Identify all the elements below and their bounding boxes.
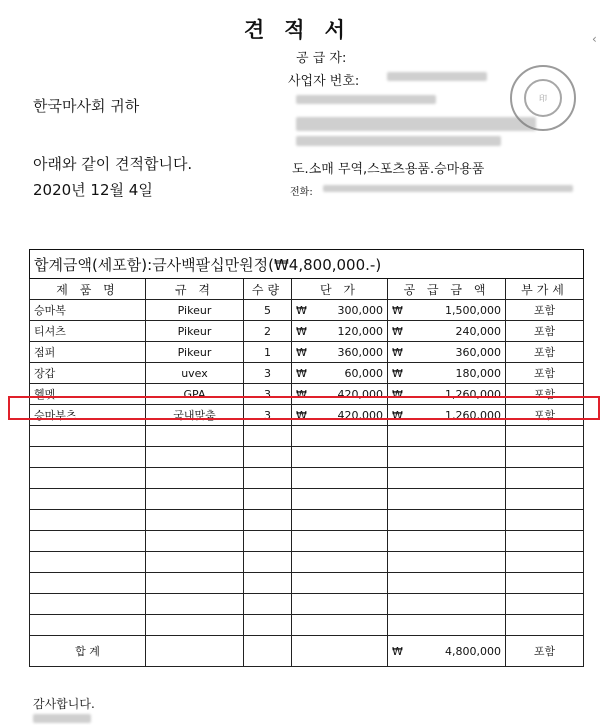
empty-cell xyxy=(506,531,584,552)
empty-cell xyxy=(292,615,388,636)
empty-cell xyxy=(506,615,584,636)
supply-amount: 180,000 xyxy=(455,366,501,380)
product-spec: uvex xyxy=(146,363,244,384)
company-seal-stamp xyxy=(510,65,576,131)
empty-cell xyxy=(30,531,146,552)
document-date: 2020년 12월 4일 xyxy=(33,181,153,199)
supply-amount-cell xyxy=(388,363,506,384)
grand-total-row xyxy=(30,636,584,667)
supply-amount-cell xyxy=(388,321,506,342)
product-qty: 3 xyxy=(244,363,292,384)
empty-cell xyxy=(506,573,584,594)
currency-symbol: ₩ xyxy=(392,366,403,380)
currency-symbol: ₩ xyxy=(296,408,307,422)
unit-price: 60,000 xyxy=(344,366,383,380)
vat-status: 포함 xyxy=(506,342,584,363)
empty-cell xyxy=(30,552,146,573)
supply-amount: 1,260,000 xyxy=(445,387,501,401)
redacted-address-line-1 xyxy=(296,117,536,131)
grand-total-empty-cell xyxy=(244,636,292,667)
product-name: 티셔츠 xyxy=(30,321,146,342)
highlight-box-riding-boots xyxy=(8,396,600,420)
grand-total-label: 합 계 xyxy=(30,636,146,667)
empty-cell xyxy=(30,510,146,531)
empty-cell xyxy=(30,573,146,594)
product-spec: Pikeur xyxy=(146,300,244,321)
header-vat: 부가세 xyxy=(506,279,584,300)
product-name: 승마부츠 xyxy=(30,405,146,426)
vat-status: 포함 xyxy=(506,321,584,342)
currency-symbol: ₩ xyxy=(392,303,403,317)
empty-cell xyxy=(506,426,584,447)
empty-cell xyxy=(506,594,584,615)
empty-cell xyxy=(146,447,244,468)
empty-cell xyxy=(244,573,292,594)
product-name: 점퍼 xyxy=(30,342,146,363)
product-spec: Pikeur xyxy=(146,342,244,363)
empty-table-row xyxy=(30,510,584,531)
header-supply-amount: 공 급 금 액 xyxy=(388,279,506,300)
unit-price: 420,000 xyxy=(337,387,383,401)
empty-cell xyxy=(244,489,292,510)
unit-price: 360,000 xyxy=(337,345,383,359)
empty-cell xyxy=(30,447,146,468)
empty-cell xyxy=(244,468,292,489)
unit-price: 420,000 xyxy=(337,408,383,422)
business-number-label: 사업자 번호: xyxy=(288,74,360,89)
supply-amount: 360,000 xyxy=(455,345,501,359)
empty-cell xyxy=(506,489,584,510)
header-qty: 수량 xyxy=(244,279,292,300)
product-qty: 1 xyxy=(244,342,292,363)
currency-symbol: ₩ xyxy=(296,387,307,401)
header-product: 제 품 명 xyxy=(30,279,146,300)
product-qty: 3 xyxy=(244,405,292,426)
grand-total-amount: 4,800,000 xyxy=(445,644,501,658)
product-name: 승마복 xyxy=(30,300,146,321)
header-unit-price: 단 가 xyxy=(292,279,388,300)
empty-cell xyxy=(292,573,388,594)
empty-cell xyxy=(388,489,506,510)
currency-symbol: ₩ xyxy=(392,644,403,658)
empty-cell xyxy=(244,531,292,552)
redacted-address-line-2 xyxy=(296,136,501,146)
supplier-label: 공 급 자: xyxy=(296,51,347,66)
empty-table-row xyxy=(30,447,584,468)
empty-cell xyxy=(244,615,292,636)
empty-cell xyxy=(506,510,584,531)
unit-price: 120,000 xyxy=(337,324,383,338)
empty-cell xyxy=(244,552,292,573)
empty-cell xyxy=(244,447,292,468)
empty-cell xyxy=(30,489,146,510)
currency-symbol: ₩ xyxy=(392,345,403,359)
grand-total-empty-cell xyxy=(146,636,244,667)
empty-cell xyxy=(292,468,388,489)
document-title: 견적서 xyxy=(244,18,365,42)
empty-table-row xyxy=(30,426,584,447)
empty-table-row xyxy=(30,468,584,489)
supply-amount: 1,500,000 xyxy=(445,303,501,317)
header-spec: 규 격 xyxy=(146,279,244,300)
table-row xyxy=(30,300,584,321)
empty-cell xyxy=(146,552,244,573)
empty-cell xyxy=(30,615,146,636)
redacted-company-name xyxy=(296,95,436,104)
empty-cell xyxy=(146,510,244,531)
business-type: 도.소매 무역,스포츠용품.승마용품 xyxy=(292,162,485,177)
vat-status: 포함 xyxy=(506,405,584,426)
product-qty: 3 xyxy=(244,384,292,405)
empty-cell xyxy=(244,426,292,447)
empty-cell xyxy=(146,594,244,615)
total-amount-caption: 합계금액(세포함):금사백팔십만원정(₩4,800,000.-) xyxy=(30,250,584,279)
product-spec: Pikeur xyxy=(146,321,244,342)
currency-symbol: ₩ xyxy=(296,303,307,317)
supply-amount: 240,000 xyxy=(455,324,501,338)
supply-amount-cell xyxy=(388,342,506,363)
empty-cell xyxy=(292,552,388,573)
empty-cell xyxy=(292,426,388,447)
supply-amount: 1,260,000 xyxy=(445,408,501,422)
unit-price: 300,000 xyxy=(337,303,383,317)
empty-cell xyxy=(146,573,244,594)
unit-price-cell xyxy=(292,342,388,363)
empty-cell xyxy=(506,447,584,468)
table-header-row xyxy=(30,279,584,300)
vat-status: 포함 xyxy=(506,384,584,405)
unit-price-cell xyxy=(292,363,388,384)
product-spec: GPA xyxy=(146,384,244,405)
company-seal-inner: 印 xyxy=(524,79,562,117)
empty-cell xyxy=(388,447,506,468)
empty-cell xyxy=(30,426,146,447)
empty-cell xyxy=(146,426,244,447)
empty-table-row xyxy=(30,615,584,636)
product-name: 장갑 xyxy=(30,363,146,384)
item-rows xyxy=(30,300,584,636)
currency-symbol: ₩ xyxy=(392,387,403,401)
empty-cell xyxy=(146,468,244,489)
empty-table-row xyxy=(30,594,584,615)
unit-price-cell xyxy=(292,321,388,342)
empty-cell xyxy=(292,510,388,531)
recipient: 한국마사회 귀하 xyxy=(33,97,140,115)
supply-amount-cell xyxy=(388,300,506,321)
currency-symbol: ₩ xyxy=(296,366,307,380)
product-name: 헬멧 xyxy=(30,384,146,405)
empty-cell xyxy=(506,552,584,573)
empty-cell xyxy=(244,510,292,531)
empty-cell xyxy=(30,468,146,489)
empty-cell xyxy=(30,594,146,615)
empty-cell xyxy=(388,531,506,552)
empty-cell xyxy=(388,573,506,594)
empty-cell xyxy=(146,531,244,552)
grand-total-empty-cell xyxy=(292,636,388,667)
table-row xyxy=(30,363,584,384)
table-row xyxy=(30,342,584,363)
grand-total-amount-cell xyxy=(388,636,506,667)
empty-cell xyxy=(292,489,388,510)
currency-symbol: ₩ xyxy=(296,345,307,359)
page-corner-mark: ‹ xyxy=(592,32,597,46)
empty-cell xyxy=(506,468,584,489)
redacted-business-number xyxy=(387,72,487,81)
unit-price-cell xyxy=(292,300,388,321)
empty-cell xyxy=(388,510,506,531)
empty-cell xyxy=(146,489,244,510)
currency-symbol: ₩ xyxy=(392,324,403,338)
table-row xyxy=(30,321,584,342)
product-qty: 2 xyxy=(244,321,292,342)
empty-cell xyxy=(146,615,244,636)
empty-table-row xyxy=(30,573,584,594)
empty-cell xyxy=(292,594,388,615)
empty-table-row xyxy=(30,552,584,573)
currency-symbol: ₩ xyxy=(392,408,403,422)
empty-cell xyxy=(292,531,388,552)
grand-total-vat: 포함 xyxy=(506,636,584,667)
closing-text: 감사합니다. xyxy=(33,697,95,711)
product-spec: 국내맞춤 xyxy=(146,405,244,426)
empty-cell xyxy=(388,615,506,636)
greeting-text: 아래와 같이 견적합니다. xyxy=(33,155,193,173)
empty-table-row xyxy=(30,489,584,510)
redacted-signature xyxy=(33,714,91,723)
empty-cell xyxy=(388,552,506,573)
currency-symbol: ₩ xyxy=(296,324,307,338)
empty-cell xyxy=(388,594,506,615)
redacted-phone xyxy=(323,185,573,192)
empty-cell xyxy=(388,468,506,489)
product-qty: 5 xyxy=(244,300,292,321)
vat-status: 포함 xyxy=(506,300,584,321)
empty-cell xyxy=(244,594,292,615)
empty-cell xyxy=(388,426,506,447)
empty-cell xyxy=(292,447,388,468)
empty-table-row xyxy=(30,531,584,552)
phone-label: 전화: xyxy=(290,187,313,198)
quote-table xyxy=(29,249,584,667)
vat-status: 포함 xyxy=(506,363,584,384)
